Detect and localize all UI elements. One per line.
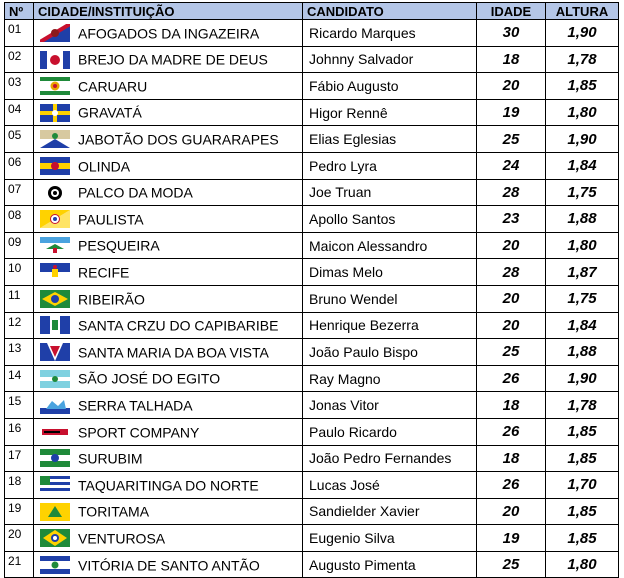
city-name: SANTA MARIA DA BOA VISTA bbox=[78, 344, 269, 361]
saojose-flag-icon bbox=[40, 370, 70, 388]
caruaru-flag-icon bbox=[40, 77, 70, 95]
santacruz-flag-icon bbox=[40, 316, 70, 334]
row-number: 03 bbox=[5, 73, 34, 100]
pesqueira-flag-icon bbox=[40, 237, 70, 255]
table-row bbox=[5, 365, 619, 392]
city-name: SPORT COMPANY bbox=[78, 423, 200, 440]
candidate-name: Henrique Bezerra bbox=[303, 312, 477, 339]
candidate-age: 28 bbox=[477, 179, 546, 206]
candidate-age: 30 bbox=[477, 20, 546, 47]
candidate-name: Joe Truan bbox=[303, 179, 477, 206]
serra-flag-icon bbox=[40, 396, 70, 414]
table-row bbox=[5, 46, 619, 73]
candidate-height: 1,80 bbox=[546, 551, 619, 578]
candidate-age: 26 bbox=[477, 472, 546, 499]
city-cell bbox=[34, 392, 303, 419]
row-number: 16 bbox=[5, 418, 34, 445]
city-name: OLINDA bbox=[78, 157, 131, 174]
candidate-name: Paulo Ricardo bbox=[303, 418, 477, 445]
table-row bbox=[5, 418, 619, 445]
candidate-name: Ricardo Marques bbox=[303, 20, 477, 47]
table-row bbox=[5, 232, 619, 259]
table-row bbox=[5, 179, 619, 206]
row-number: 09 bbox=[5, 232, 34, 259]
city-cell bbox=[34, 152, 303, 179]
row-number: 04 bbox=[5, 99, 34, 126]
table-row bbox=[5, 99, 619, 126]
header-candidate: CANDIDATO bbox=[303, 3, 477, 20]
table-row bbox=[5, 126, 619, 153]
row-number: 02 bbox=[5, 46, 34, 73]
candidate-height: 1,75 bbox=[546, 285, 619, 312]
candidate-height: 1,87 bbox=[546, 259, 619, 286]
candidate-name: Eugenio Silva bbox=[303, 525, 477, 552]
candidate-height: 1,70 bbox=[546, 472, 619, 499]
candidate-height: 1,80 bbox=[546, 99, 619, 126]
candidate-age: 20 bbox=[477, 73, 546, 100]
city-name: SURUBIM bbox=[78, 450, 143, 467]
city-cell bbox=[34, 232, 303, 259]
candidate-age: 26 bbox=[477, 418, 546, 445]
venturosa-flag-icon bbox=[40, 529, 70, 547]
candidate-height: 1,85 bbox=[546, 525, 619, 552]
row-number: 11 bbox=[5, 285, 34, 312]
candidate-name: Dimas Melo bbox=[303, 259, 477, 286]
palco-logo-icon bbox=[40, 184, 70, 202]
row-number: 08 bbox=[5, 206, 34, 233]
row-number: 10 bbox=[5, 259, 34, 286]
gravata-flag-icon bbox=[40, 104, 70, 122]
table-row bbox=[5, 285, 619, 312]
vitoria-flag-icon bbox=[40, 556, 70, 574]
candidate-name: Higor Rennê bbox=[303, 99, 477, 126]
candidate-name: Augusto Pimenta bbox=[303, 551, 477, 578]
table-row bbox=[5, 498, 619, 525]
candidate-age: 19 bbox=[477, 525, 546, 552]
city-cell bbox=[34, 445, 303, 472]
candidate-name: Maicon Alessandro bbox=[303, 232, 477, 259]
table-row bbox=[5, 525, 619, 552]
candidate-age: 25 bbox=[477, 551, 546, 578]
candidate-height: 1,85 bbox=[546, 418, 619, 445]
row-number: 18 bbox=[5, 472, 34, 499]
toritama-flag-icon bbox=[40, 503, 70, 521]
city-cell bbox=[34, 126, 303, 153]
candidate-age: 18 bbox=[477, 445, 546, 472]
table-row bbox=[5, 392, 619, 419]
header-age: IDADE bbox=[477, 3, 546, 20]
row-number: 01 bbox=[5, 20, 34, 47]
table-row bbox=[5, 152, 619, 179]
row-number: 06 bbox=[5, 152, 34, 179]
brejo-flag-icon bbox=[40, 51, 70, 69]
candidate-height: 1,90 bbox=[546, 20, 619, 47]
city-cell bbox=[34, 99, 303, 126]
city-cell bbox=[34, 339, 303, 366]
city-cell bbox=[34, 20, 303, 47]
header-city: CIDADE/INSTITUIÇÃO bbox=[34, 3, 303, 20]
candidate-age: 19 bbox=[477, 99, 546, 126]
city-cell bbox=[34, 285, 303, 312]
recife-flag-icon bbox=[40, 263, 70, 281]
row-number: 07 bbox=[5, 179, 34, 206]
candidate-height: 1,90 bbox=[546, 126, 619, 153]
city-cell bbox=[34, 418, 303, 445]
candidate-height: 1,84 bbox=[546, 312, 619, 339]
candidate-age: 25 bbox=[477, 339, 546, 366]
row-number: 05 bbox=[5, 126, 34, 153]
candidate-height: 1,90 bbox=[546, 365, 619, 392]
candidate-name: Sandielder Xavier bbox=[303, 498, 477, 525]
table-row bbox=[5, 339, 619, 366]
table-row bbox=[5, 551, 619, 578]
table-row bbox=[5, 206, 619, 233]
candidate-height: 1,80 bbox=[546, 232, 619, 259]
ribeirao-flag-icon bbox=[40, 290, 70, 308]
taquaritinga-flag-icon bbox=[40, 476, 70, 494]
candidate-height: 1,88 bbox=[546, 206, 619, 233]
candidate-age: 26 bbox=[477, 365, 546, 392]
candidate-name: Fábio Augusto bbox=[303, 73, 477, 100]
city-cell bbox=[34, 312, 303, 339]
candidate-name: Bruno Wendel bbox=[303, 285, 477, 312]
city-name: CARUARU bbox=[78, 78, 148, 95]
sport-logo-icon bbox=[40, 423, 70, 441]
candidate-age: 18 bbox=[477, 46, 546, 73]
candidate-name: João Pedro Fernandes bbox=[303, 445, 477, 472]
city-cell bbox=[34, 472, 303, 499]
city-name: TORITAMA bbox=[78, 503, 150, 520]
row-number: 12 bbox=[5, 312, 34, 339]
candidate-name: Pedro Lyra bbox=[303, 152, 477, 179]
candidate-age: 20 bbox=[477, 498, 546, 525]
candidate-height: 1,84 bbox=[546, 152, 619, 179]
candidates-table bbox=[4, 2, 619, 578]
olinda-flag-icon bbox=[40, 157, 70, 175]
row-number: 15 bbox=[5, 392, 34, 419]
row-number: 14 bbox=[5, 365, 34, 392]
table-row bbox=[5, 73, 619, 100]
city-name: PAULISTA bbox=[78, 211, 144, 228]
santamaria-flag-icon bbox=[40, 343, 70, 361]
table-row bbox=[5, 445, 619, 472]
city-name: RIBEIRÃO bbox=[78, 290, 145, 307]
row-number: 20 bbox=[5, 525, 34, 552]
city-cell bbox=[34, 179, 303, 206]
header-row bbox=[5, 3, 619, 20]
candidate-height: 1,85 bbox=[546, 498, 619, 525]
candidate-height: 1,88 bbox=[546, 339, 619, 366]
city-cell bbox=[34, 498, 303, 525]
city-name: AFOGADOS DA INGAZEIRA bbox=[78, 24, 260, 41]
candidate-age: 20 bbox=[477, 312, 546, 339]
jaboatao-flag-icon bbox=[40, 130, 70, 148]
city-name: BREJO DA MADRE DE DEUS bbox=[78, 51, 268, 68]
city-cell bbox=[34, 525, 303, 552]
city-name: SANTA CRZU DO CAPIBARIBE bbox=[78, 317, 279, 334]
header-height: ALTURA bbox=[546, 3, 619, 20]
city-name: PALCO DA MODA bbox=[78, 184, 193, 201]
row-number: 13 bbox=[5, 339, 34, 366]
candidate-height: 1,78 bbox=[546, 46, 619, 73]
city-cell bbox=[34, 551, 303, 578]
candidate-age: 24 bbox=[477, 152, 546, 179]
table-row bbox=[5, 472, 619, 499]
surubim-flag-icon bbox=[40, 449, 70, 467]
candidate-name: João Paulo Bispo bbox=[303, 339, 477, 366]
city-name: GRAVATÁ bbox=[78, 104, 142, 121]
candidate-name: Jonas Vitor bbox=[303, 392, 477, 419]
city-cell bbox=[34, 206, 303, 233]
city-name: VENTUROSA bbox=[78, 530, 166, 547]
city-name: RECIFE bbox=[78, 264, 130, 281]
candidate-name: Lucas José bbox=[303, 472, 477, 499]
candidate-name: Elias Eglesias bbox=[303, 126, 477, 153]
city-cell bbox=[34, 365, 303, 392]
header-num: Nº bbox=[5, 3, 34, 20]
candidate-height: 1,85 bbox=[546, 445, 619, 472]
city-name: TAQUARITINGA DO NORTE bbox=[78, 477, 259, 494]
candidate-age: 18 bbox=[477, 392, 546, 419]
candidate-age: 23 bbox=[477, 206, 546, 233]
afogados-flag-icon bbox=[40, 24, 70, 42]
row-number: 21 bbox=[5, 551, 34, 578]
city-name: PESQUEIRA bbox=[78, 237, 160, 254]
candidate-height: 1,75 bbox=[546, 179, 619, 206]
row-number: 19 bbox=[5, 498, 34, 525]
paulista-flag-icon bbox=[40, 210, 70, 228]
candidate-height: 1,78 bbox=[546, 392, 619, 419]
candidate-name: Ray Magno bbox=[303, 365, 477, 392]
candidate-age: 20 bbox=[477, 232, 546, 259]
city-cell bbox=[34, 259, 303, 286]
row-number: 17 bbox=[5, 445, 34, 472]
city-cell bbox=[34, 46, 303, 73]
city-name: JABOTÃO DOS GUARARAPES bbox=[78, 131, 279, 148]
candidate-age: 25 bbox=[477, 126, 546, 153]
candidate-age: 20 bbox=[477, 285, 546, 312]
table-row bbox=[5, 20, 619, 47]
city-name: SERRA TALHADA bbox=[78, 397, 193, 414]
city-name: SÃO JOSÉ DO EGITO bbox=[78, 370, 221, 387]
candidate-name: Johnny Salvador bbox=[303, 46, 477, 73]
table-row bbox=[5, 259, 619, 286]
candidate-name: Apollo Santos bbox=[303, 206, 477, 233]
candidate-age: 28 bbox=[477, 259, 546, 286]
city-name: VITÓRIA DE SANTO ANTÃO bbox=[78, 556, 260, 573]
table-row bbox=[5, 312, 619, 339]
candidate-height: 1,85 bbox=[546, 73, 619, 100]
city-cell bbox=[34, 73, 303, 100]
